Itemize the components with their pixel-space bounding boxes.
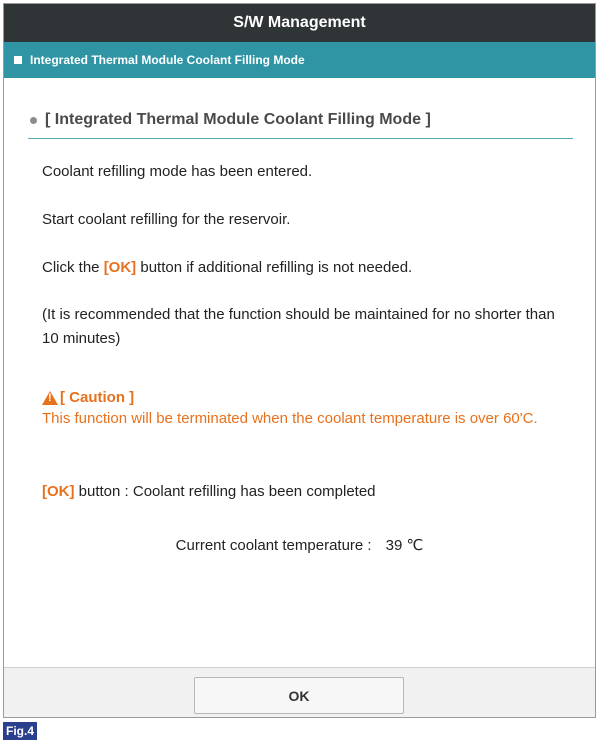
ok-tag-note: [OK] xyxy=(42,483,75,500)
section-heading-text: [ Integrated Thermal Module Coolant Filling Mode ] xyxy=(45,111,431,128)
temperature-label: Current coolant temperature : xyxy=(175,537,372,554)
message-click-ok-suffix: button if additional refilling is not needed. xyxy=(136,259,413,276)
message-entered: Coolant refilling mode has been entered. xyxy=(42,163,313,180)
caution-text: This function will be terminated when the coolant temperature is over 60'C. xyxy=(42,410,538,427)
ok-note-text: button : Coolant refilling has been completed xyxy=(74,483,376,500)
ok-button[interactable]: OK xyxy=(194,677,404,714)
temperature-row xyxy=(4,536,595,554)
message-click-ok-prefix: Click the xyxy=(42,259,104,276)
figure-label: Fig.4 xyxy=(3,722,37,740)
sw-management-window xyxy=(3,3,596,718)
mode-bar-label: Integrated Thermal Module Coolant Filling Mode xyxy=(30,53,305,67)
section-heading xyxy=(28,111,573,139)
footer-bar xyxy=(4,667,595,717)
circle-bullet-icon xyxy=(30,117,37,124)
ok-button-note xyxy=(42,480,562,504)
message-recommendation: (It is recommended that the function should be maintained for no shorter than 10 minutes) xyxy=(42,306,555,347)
mode-bar xyxy=(4,42,595,78)
ok-tag-inline: [OK] xyxy=(103,259,137,276)
warning-icon xyxy=(42,391,58,405)
window-title: S/W Management xyxy=(233,14,366,31)
window-titlebar xyxy=(4,4,595,42)
square-bullet-icon xyxy=(14,56,22,64)
caution-heading-text: [ Caution ] xyxy=(60,389,135,406)
message-start-refilling: Start coolant refilling for the reservoir. xyxy=(42,211,291,228)
message-click-ok xyxy=(42,256,562,280)
content-area xyxy=(4,78,595,667)
caution-heading xyxy=(42,389,134,406)
temperature-value: 39 ℃ xyxy=(385,537,424,554)
